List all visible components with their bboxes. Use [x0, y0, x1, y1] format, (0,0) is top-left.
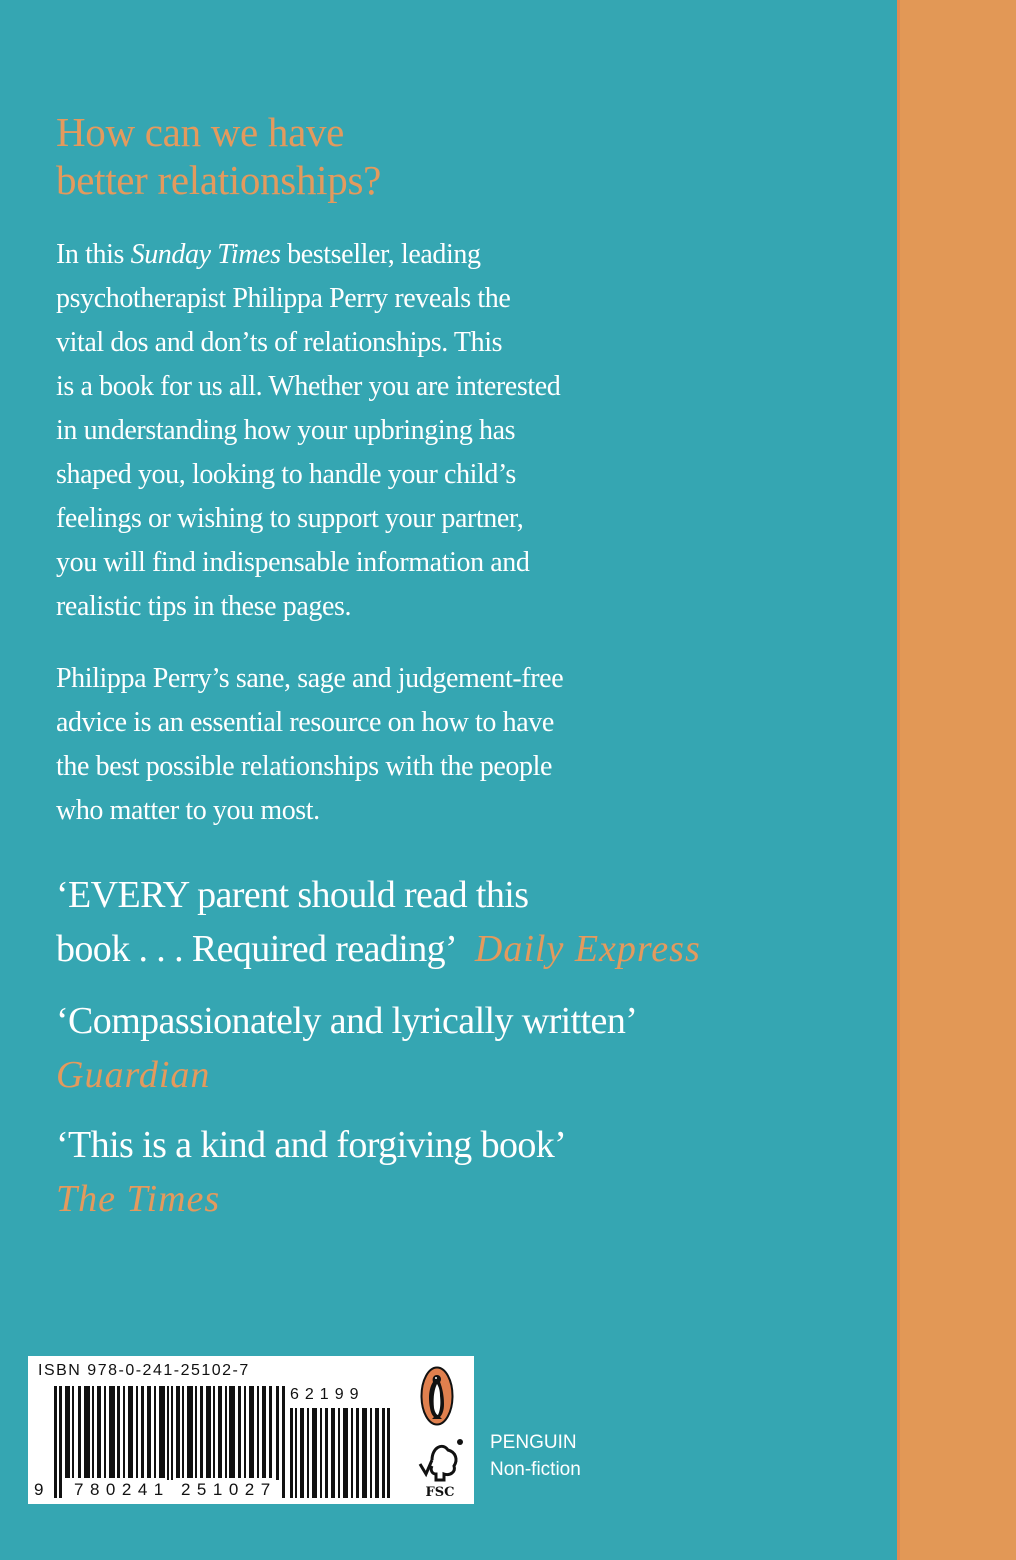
- review-quote-daily-express: [56, 868, 856, 976]
- quote-text: ‘This is a kind and forgiving book’: [56, 1124, 567, 1166]
- quote-source: Guardian: [56, 1054, 211, 1096]
- blurb-line: in understanding how your upbringing has: [56, 415, 516, 446]
- headline: [56, 108, 756, 204]
- spine-strip: [897, 0, 1016, 1560]
- barcode-panel: [28, 1356, 474, 1504]
- blurb-line: shaped you, looking to handle your child’s: [56, 459, 516, 490]
- blurb-line: psychotherapist Philippa Perry reveals the: [56, 283, 511, 314]
- fsc-logo-icon: [416, 1434, 464, 1500]
- headline-line-2: better relationships?: [56, 157, 382, 203]
- blurb-line: who matter to you most.: [56, 795, 320, 826]
- publisher-name: PENGUIN: [490, 1432, 577, 1453]
- blurb-line: advice is an essential resource on how to have: [56, 707, 554, 738]
- quote-source: Daily Express: [474, 928, 701, 970]
- quote-text: ‘EVERY parent should read this: [56, 874, 529, 916]
- headline-line-1: How can we have: [56, 109, 345, 155]
- blurb-line: the best possible relationships with the people: [56, 751, 553, 782]
- blurb-line: feelings or wishing to support your partner,: [56, 503, 524, 534]
- isbn-label: ISBN 978-0-241-25102-7: [38, 1362, 250, 1379]
- barcode-digits: 780241 251027: [74, 1480, 277, 1499]
- imprint: [490, 1429, 581, 1483]
- newspaper-title: Sunday Times: [130, 239, 281, 270]
- penguin-logo-icon: [420, 1366, 454, 1426]
- blurb-line: is a book for us all. Whether you are interested: [56, 371, 561, 402]
- blurb-line: Philippa Perry’s sane, sage and judgement-free: [56, 663, 564, 694]
- review-quote-guardian: [56, 994, 856, 1102]
- blurb-text: bestseller, leading: [280, 239, 481, 270]
- svg-text:FSC: FSC: [425, 1485, 455, 1500]
- barcode-digit-first: 9: [34, 1480, 44, 1499]
- blurb-text: In this: [56, 239, 131, 270]
- quote-text: ‘Compassionately and lyrically written’: [56, 1000, 638, 1042]
- blurb-paragraph-1: [56, 233, 696, 629]
- blurb-paragraph-2: [56, 657, 696, 833]
- review-quote-the-times: [56, 1118, 856, 1226]
- blurb-line: realistic tips in these pages.: [56, 591, 352, 622]
- book-category: Non-fiction: [490, 1459, 581, 1480]
- price-code: 62199: [290, 1386, 365, 1403]
- quote-source: The Times: [56, 1178, 221, 1220]
- price-barcode: [290, 1408, 390, 1498]
- blurb-line: vital dos and don’ts of relationships. This: [56, 327, 503, 358]
- quote-text: book . . . Required reading’: [56, 928, 458, 970]
- blurb-line: you will find indispensable information and: [56, 547, 530, 578]
